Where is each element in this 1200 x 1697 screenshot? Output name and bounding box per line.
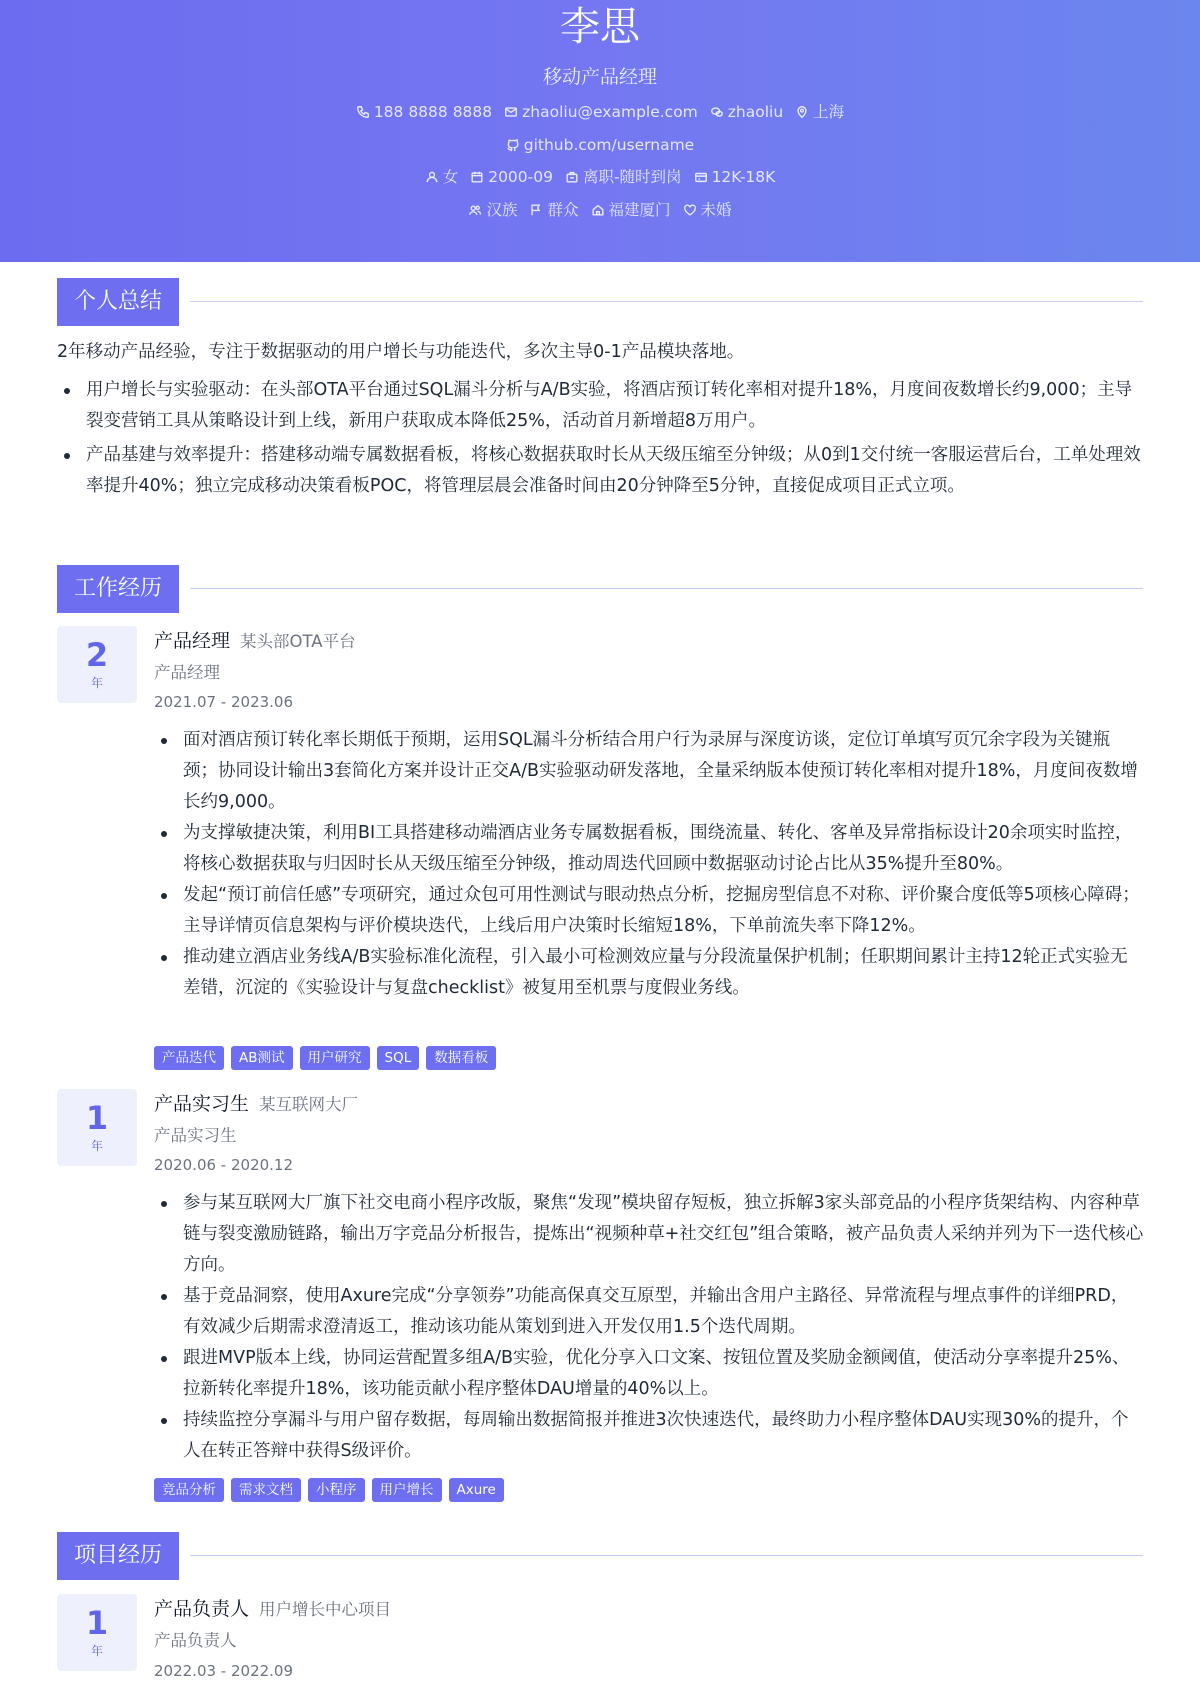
contact-email[interactable]	[504, 101, 698, 123]
user-icon	[425, 170, 439, 184]
project-title-text: 产品负责人	[154, 1598, 250, 1620]
basic-birth	[470, 166, 553, 188]
skill-tag: 竞品分析	[154, 1478, 224, 1502]
basic-birth-text: 2000-09	[488, 168, 553, 186]
detail-marital	[683, 199, 732, 221]
contact-phone[interactable]	[356, 101, 492, 123]
detail-marital-text: 未婚	[700, 201, 732, 219]
skill-tag: 小程序	[308, 1478, 365, 1502]
duration-number: 1	[85, 1099, 109, 1137]
job-role: 产品经理	[154, 663, 220, 682]
basic-gender-text: 女	[442, 168, 459, 186]
duration-unit: 年	[90, 1139, 103, 1153]
detail-hometown	[591, 199, 671, 221]
people-icon	[468, 203, 482, 217]
resume-header	[0, 0, 1200, 262]
section-projects-label: 项目经历	[57, 1532, 179, 1580]
section-work-heading	[57, 565, 1143, 613]
job-bullet: 持续监控分享漏斗与用户留存数据，每周输出数据简报并推进3次快速迭代，最终助力小程序整体DAU实现30%的提升，个人在转正答辩中获得S级评价。	[154, 1405, 1144, 1467]
skill-tag: 数据看板	[426, 1046, 496, 1070]
flag-icon	[529, 203, 543, 217]
job-role: 产品实习生	[154, 1126, 237, 1145]
building-icon	[565, 170, 579, 184]
project-date: 2022.03 - 2022.09	[154, 1662, 294, 1680]
summary-bullet: 产品基建与效率提升：搭建移动端专属数据看板，将核心数据获取时长从天级压缩至分钟级；从0到1交付统一客服运营后台，工单处理效率提升40%；独立完成移动决策看板POC，将管理层晨会准备时间由20分钟降至5分钟，直接促成项目正式立项。	[57, 440, 1147, 502]
contact-github-text: github.com/username	[523, 136, 695, 154]
section-summary-heading	[57, 278, 1143, 326]
duration-badge	[57, 1089, 137, 1166]
section-work-label: 工作经历	[57, 565, 179, 613]
detail-ethnicity	[468, 199, 517, 221]
skill-tag: SQL	[377, 1046, 420, 1070]
details-row	[0, 199, 1200, 221]
job-company: 某头部OTA平台	[240, 632, 356, 651]
skill-tag: 用户研究	[300, 1046, 370, 1070]
basic-gender	[425, 166, 459, 188]
job-bullets	[154, 725, 1144, 1004]
job-bullet: 面对酒店预订转化率长期低于预期，运用SQL漏斗分析结合用户行为录屏与深度访谈，定位订单填写页冗余字段为关键瓶颈；协同设计输出3套简化方案并设计正交A/B实验驱动研发落地，全量采纳版本使预订转化率相对提升18%，月度间夜数增长约9,000。	[154, 725, 1144, 818]
wechat-icon	[710, 105, 724, 119]
contact-row	[0, 101, 1200, 123]
detail-hometown-text: 福建厦门	[608, 201, 671, 219]
duration-number: 2	[85, 636, 109, 674]
job-tags	[154, 1046, 496, 1070]
project-name: 用户增长中心项目	[259, 1600, 392, 1619]
job-bullet: 发起“预订前信任感”专项研究，通过众包可用性测试与眼动热点分析，挖掘房型信息不对称、评价聚合度低等5项核心障碍；主导详情页信息架构与评价模块迭代，上线后用户决策时长缩短18%，下单前流失率下降12%。	[154, 880, 1144, 942]
job-tags	[154, 1478, 504, 1502]
contact-wechat-text: zhaoliu	[727, 103, 784, 121]
section-divider	[190, 301, 1143, 302]
github-icon	[506, 138, 520, 152]
section-projects-heading	[57, 1532, 1143, 1580]
detail-ethnicity-text: 汉族	[486, 201, 518, 219]
job-title	[154, 1091, 358, 1118]
project-title	[154, 1596, 391, 1623]
contact-location	[795, 101, 844, 123]
summary-bullets	[57, 375, 1147, 502]
job-bullet: 基于竞品洞察，使用Axure完成“分享领券”功能高保真交互原型，并输出含用户主路径、异常流程与埋点事件的详细PRD，有效减少后期需求澄清返工，推动该功能从策划到进入开发仅用1.5个迭代周期。	[154, 1281, 1144, 1343]
contact-phone-text: 188 8888 8888	[373, 103, 493, 121]
heart-icon	[683, 203, 697, 217]
contact-wechat[interactable]	[710, 101, 783, 123]
detail-politics-text: 群众	[547, 201, 579, 219]
duration-unit: 年	[90, 676, 103, 690]
job-bullets	[154, 1188, 1144, 1467]
job-bullet: 推动建立酒店业务线A/B实验标准化流程，引入最小可检测效应量与分段流量保护机制；任职期间累计主持12轮正式实验无差错，沉淀的《实验设计与复盘checklist》被复用至机票与度假业务线。	[154, 942, 1144, 1004]
section-divider	[190, 1555, 1143, 1556]
phone-icon	[356, 105, 370, 119]
duration-unit: 年	[90, 1644, 103, 1658]
summary-intro: 2年移动产品经验，专注于数据驱动的用户增长与功能迭代，多次主导0-1产品模块落地。	[57, 342, 745, 362]
skill-tag: AB测试	[231, 1046, 293, 1070]
job-date: 2020.06 - 2020.12	[154, 1156, 294, 1174]
contact-email-text: zhaoliu@example.com	[522, 103, 698, 121]
detail-politics	[529, 199, 578, 221]
skill-tag: 用户增长	[372, 1478, 442, 1502]
job-title	[154, 628, 356, 655]
candidate-title: 移动产品经理	[542, 66, 657, 88]
github-row	[0, 134, 1200, 156]
job-title-text: 产品实习生	[154, 1093, 250, 1115]
basics-row	[0, 166, 1200, 188]
summary-bullet: 用户增长与实验驱动：在头部OTA平台通过SQL漏斗分析与A/B实验，将酒店预订转化率相对提升18%，月度间夜数增长约9,000；主导裂变营销工具从策略设计到上线，新用户获取成本降低25%，活动首月新增超8万用户。	[57, 375, 1147, 437]
job-company: 某互联网大厂	[259, 1095, 359, 1114]
basic-salary-text: 12K-18K	[711, 168, 776, 186]
contact-github[interactable]	[506, 134, 694, 156]
skill-tag: 需求文档	[231, 1478, 301, 1502]
job-date: 2021.07 - 2023.06	[154, 693, 294, 711]
section-divider	[190, 588, 1143, 589]
duration-badge	[57, 1594, 137, 1671]
candidate-name: 李思	[560, 4, 640, 50]
contact-location-text: 上海	[813, 103, 845, 121]
job-title-text: 产品经理	[154, 630, 231, 652]
project-role: 产品负责人	[154, 1631, 237, 1650]
basic-status-text: 离职-随时到岗	[582, 168, 682, 186]
section-summary-label: 个人总结	[57, 278, 179, 326]
mail-icon	[504, 105, 518, 119]
basic-status	[565, 166, 682, 188]
skill-tag: 产品迭代	[154, 1046, 224, 1070]
job-bullet: 为支撑敏捷决策，利用BI工具搭建移动端酒店业务专属数据看板，围绕流量、转化、客单及异常指标设计20余项实时监控，将核心数据获取与归因时长从天级压缩至分钟级，推动周迭代回顾中数据驱动讨论占比从35%提升至80%。	[154, 818, 1144, 880]
job-bullet: 跟进MVP版本上线，协同运营配置多组A/B实验，优化分享入口文案、按钮位置及奖励金额阈值，使活动分享率提升25%、拉新转化率提升18%，该功能贡献小程序整体DAU增量的40%以上。	[154, 1343, 1144, 1405]
skill-tag: Axure	[449, 1478, 504, 1502]
basic-salary	[694, 166, 776, 188]
job-bullet: 参与某互联网大厂旗下社交电商小程序改版，聚焦“发现”模块留存短板，独立拆解3家头部竞品的小程序货架结构、内容种草链与裂变激励链路，输出万字竞品分析报告，提炼出“视频种草+社交红包”组合策略，被产品负责人采纳并列为下一迭代核心方向。	[154, 1188, 1144, 1281]
calendar-icon	[470, 170, 484, 184]
duration-number: 1	[85, 1604, 109, 1642]
location-icon	[795, 105, 809, 119]
duration-badge	[57, 626, 137, 703]
wallet-icon	[694, 170, 708, 184]
home-icon	[591, 203, 605, 217]
